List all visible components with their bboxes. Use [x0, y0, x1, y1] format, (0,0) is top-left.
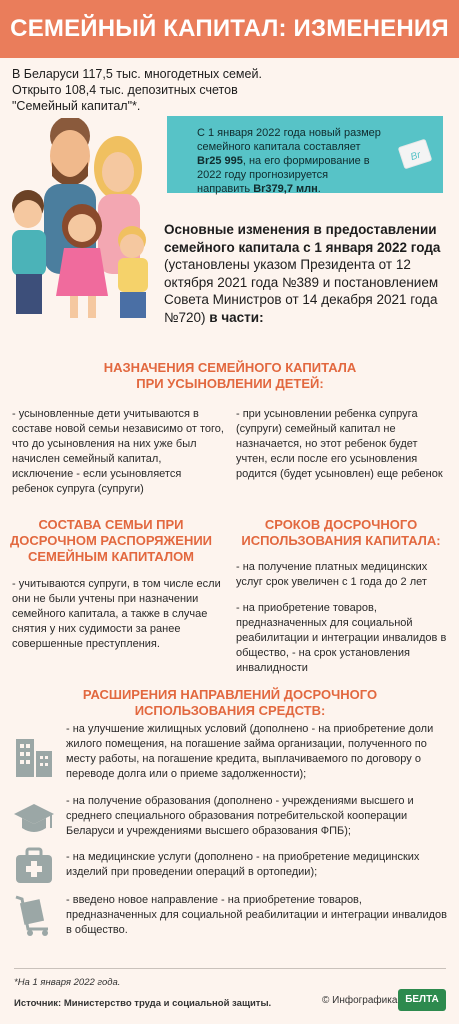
- cart-with-box-icon: [12, 893, 56, 937]
- intro-stats: [12, 66, 342, 114]
- info-text-2: , на его формирование в 2022 году прогнозируется направить: [197, 155, 370, 195]
- family-section-text: - учитываются супруги, в том числе если они не были учтены при назначении семейного капитала, а также в случае снятия у них судимости за ранее совершенные преступления.: [12, 578, 221, 650]
- adoption-title-line-2: ПРИ УСЫНОВЛЕНИИ ДЕТЕЙ:: [136, 376, 324, 391]
- adoption-title-line-1: НАЗНАЧЕНИЯ СЕМЕЙНОГО КАПИТАЛА: [103, 360, 357, 375]
- adoption-left-text: - усыновленные дети учитываются в составе новой семьи независимо от того, что до усыновления на них уже был начислен семейный капитал, исключение - если усыновляется ребенок супруга (супруги): [12, 408, 224, 495]
- terms-item-2: - на приобретение товаров, предназначенных для социальной реабилитации и интеграции инвалидов в общество, - на срок установления инвалидности: [236, 602, 447, 674]
- infographic-credit: © Инфографика: [322, 995, 398, 1006]
- main-changes-text: [164, 221, 452, 326]
- footnote: *На 1 января 2022 года.: [14, 977, 121, 988]
- small-boy-figure: [118, 226, 148, 318]
- terms-item-1: - на получение платных медицинских услуг срок увеличен с 1 года до 2 лет: [236, 561, 428, 588]
- medical-kit-icon: [12, 843, 56, 887]
- money-bill-label: Br: [409, 149, 423, 164]
- info-text-1: С 1 января 2022 года новый размер семейного капитала составляет: [197, 127, 381, 153]
- direction-item-medical: - на медицинские услуги (дополнено - на приобретение медицинских изделий при проведении операций в ортопедии);: [66, 851, 420, 878]
- adoption-right-text: - при усыновлении ребенка супруга (супруги) семейный капитал не назначается, но этот ребенок будет учтен, если после его усыновления родится (будет усыновлен) еще ребенок: [236, 408, 443, 480]
- main-changes-heading: Основные изменения в предоставлении семейного капитала с 1 января 2022 года: [164, 222, 441, 255]
- page-title: СЕМЕЙНЫЙ КАПИТАЛ: ИЗМЕНЕНИЯ: [0, 0, 459, 58]
- family-title-line-2: ДОСРОЧНОМ РАСПОРЯЖЕНИИ: [9, 533, 213, 548]
- money-bill-icon: [397, 136, 433, 172]
- boy-figure: [12, 190, 46, 314]
- family-title-line-3: СЕМЕЙНЫМ КАПИТАЛОМ: [27, 549, 195, 564]
- graduation-cap-icon: [12, 796, 56, 840]
- terms-title-line-1: СРОКОВ ДОСРОЧНОГО: [264, 517, 418, 532]
- info-text-3: .: [317, 183, 321, 195]
- family-section-title: [6, 517, 216, 565]
- intro-line-2: Открыто 108,4 тыс. депозитных счетов: [12, 83, 238, 97]
- main-changes-ending: в части:: [209, 309, 264, 325]
- source-text: Источник: Министерство труда и социальной защиты.: [14, 998, 272, 1009]
- girl-figure: [56, 204, 108, 318]
- family-illustration: [6, 118, 166, 328]
- main-changes-details: (установлены указом Президента от 12 октября 2021 года №389 и постановлением Совета Министров от 14 декабря 2021 года №720): [164, 257, 439, 325]
- forecast-amount: Br379,7 млн: [253, 183, 318, 195]
- directions-title-line-1: РАСШИРЕНИЯ НАПРАВЛЕНИЙ ДОСРОЧНОГО: [82, 687, 378, 702]
- direction-item-housing: - на улучшение жилищных условий (дополнено - на приобретение доли жилого помещения, на погашение займа организации, полученного по месту работы, на погашение кредита, выплачиваемого по договору о переводе долга или о приеме задолженности);: [66, 723, 434, 780]
- belta-logo: БЕЛТА: [398, 989, 446, 1011]
- capital-info-box: [167, 116, 443, 193]
- buildings-icon: [12, 735, 56, 779]
- capital-amount: Br25 995: [197, 155, 243, 167]
- terms-section-title: [232, 517, 450, 549]
- direction-item-education: - на получение образования (дополнено - учреждениями высшего и среднего специального образования потребительской кооперации Беларуси и учреждениями высшего образования ФПБ);: [66, 795, 414, 837]
- directions-title-line-2: ИСПОЛЬЗОВАНИЯ СРЕДСТВ:: [134, 703, 326, 718]
- directions-section-title: [40, 687, 420, 719]
- adoption-section-title: [40, 360, 420, 392]
- direction-item-rehabilitation: - введено новое направление - на приобретение товаров, предназначенных для социальной реабилитации и интеграции инвалидов в общество.: [66, 894, 447, 936]
- intro-line-3: "Семейный капитал"*.: [12, 99, 141, 113]
- family-title-line-1: СОСТАВА СЕМЬИ ПРИ: [38, 517, 184, 532]
- intro-line-1: В Беларуси 117,5 тыс. многодетных семей.: [12, 67, 262, 81]
- terms-title-line-2: ИСПОЛЬЗОВАНИЯ КАПИТАЛА:: [241, 533, 441, 548]
- footer-divider: [14, 968, 446, 969]
